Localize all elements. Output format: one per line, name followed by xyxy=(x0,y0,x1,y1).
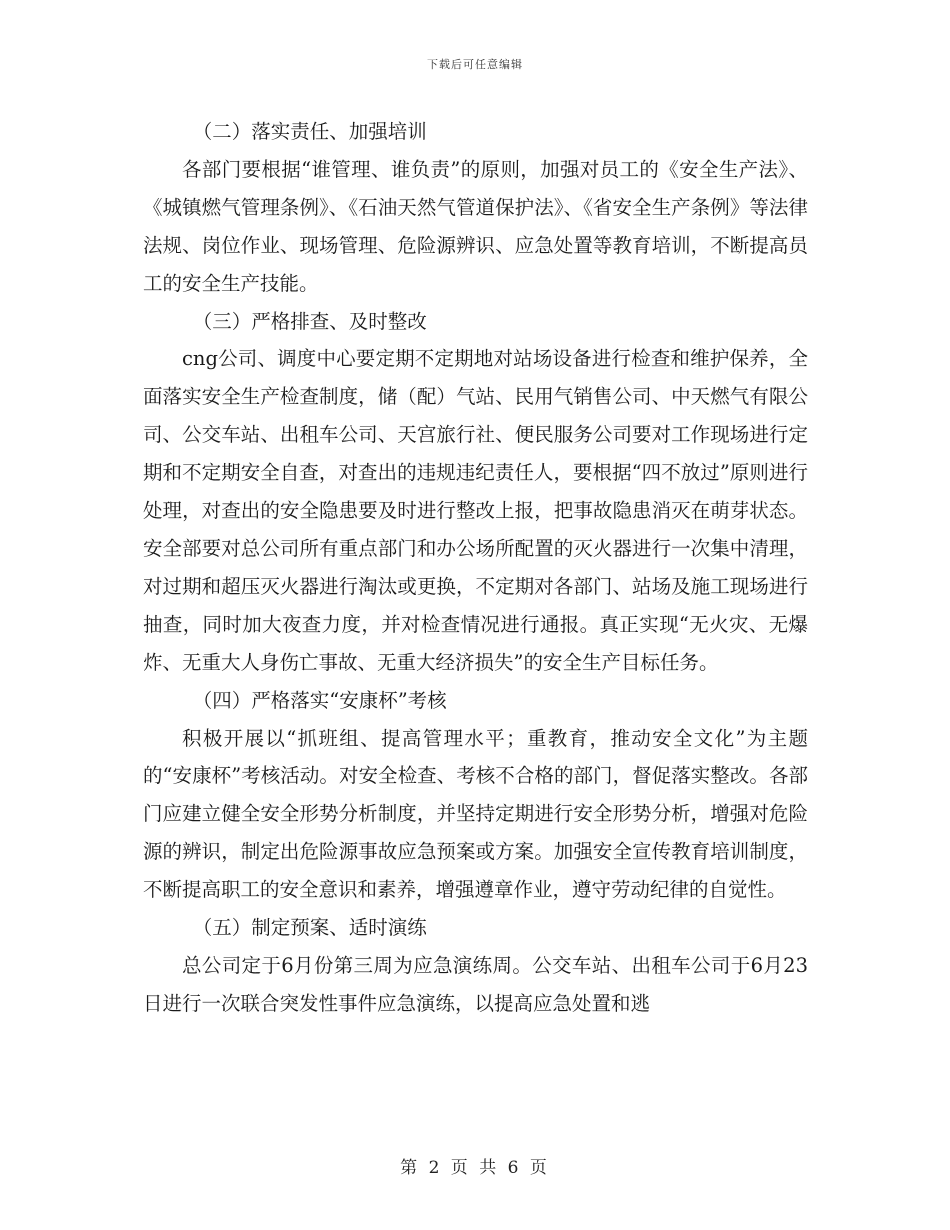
body-paragraph: cng公司、调度中心要定期不定期地对站场设备进行检查和维护保养，全面落实安全生产检查制度，储（配）气站、民用气销售公司、中天燃气有限公司、公交车站、出租车公司、天宫旅行社、便民服务公司要对工作现场进行定期和不定期安全自查，对查出的违规违纪责任人，要根据“四不放过”原则进行处理，对查出的安全隐患要及时进行整改上报，把事故隐患消灭在萌芽状态。安全部要对总公司所有重点部门和办公场所配置的灭火器进行一次集中清理，对过期和超压灭火器进行淘汰或更换，不定期对各部门、站场及施工现场进行抽查，同时加大夜查力度，并对检查情况进行通报。真正实现“无火灾、无爆炸、无重大人身伤亡事故、无重大经济损失”的安全生产目标任务。 xyxy=(143,347,808,674)
document-body xyxy=(143,113,808,1023)
section-heading-3: （三）严格排查、及时整改 xyxy=(192,309,427,333)
page-number-footer: 第 2 页 共 6 页 xyxy=(400,1158,550,1178)
page-header: 下载后可任意编辑 xyxy=(427,58,523,71)
section-heading-2: （二）落实责任、加强培训 xyxy=(192,120,427,143)
body-paragraph: 总公司定于6月份第三周为应急演练周。公交车站、出租车公司于6月23日进行一次联合突发性事件应急演练，以提高应急处置和逃 xyxy=(143,953,808,1015)
body-paragraph: 各部门要根据“谁管理、谁负责”的原则，加强对员工的《安全生产法》、《城镇燃气管理条例》、《石油天然气管道保护法》、《省安全生产条例》等法律法规、岗位作业、现场管理、危险源辨识、应急处置等教育培训，不断提高员工的安全生产技能。 xyxy=(143,157,808,295)
body-paragraph: 积极开展以“抓班组、提高管理水平；重教育，推动安全文化”为主题的“安康杯”考核活动。对安全检查、考核不合格的部门，督促落实整改。各部门应建立健全安全形势分析制度，并坚持定期进行安全形势分析，增强对危险源的辨识，制定出危险源事故应急预案或方案。加强安全宣传教育培训制度，不断提高职工的安全意识和素养，增强遵章作业，遵守劳动纪律的自觉性。 xyxy=(143,726,808,902)
section-heading-4: （四）严格落实“安康杯”考核 xyxy=(192,688,447,712)
section-heading-5: （五）制定预案、适时演练 xyxy=(192,916,427,940)
